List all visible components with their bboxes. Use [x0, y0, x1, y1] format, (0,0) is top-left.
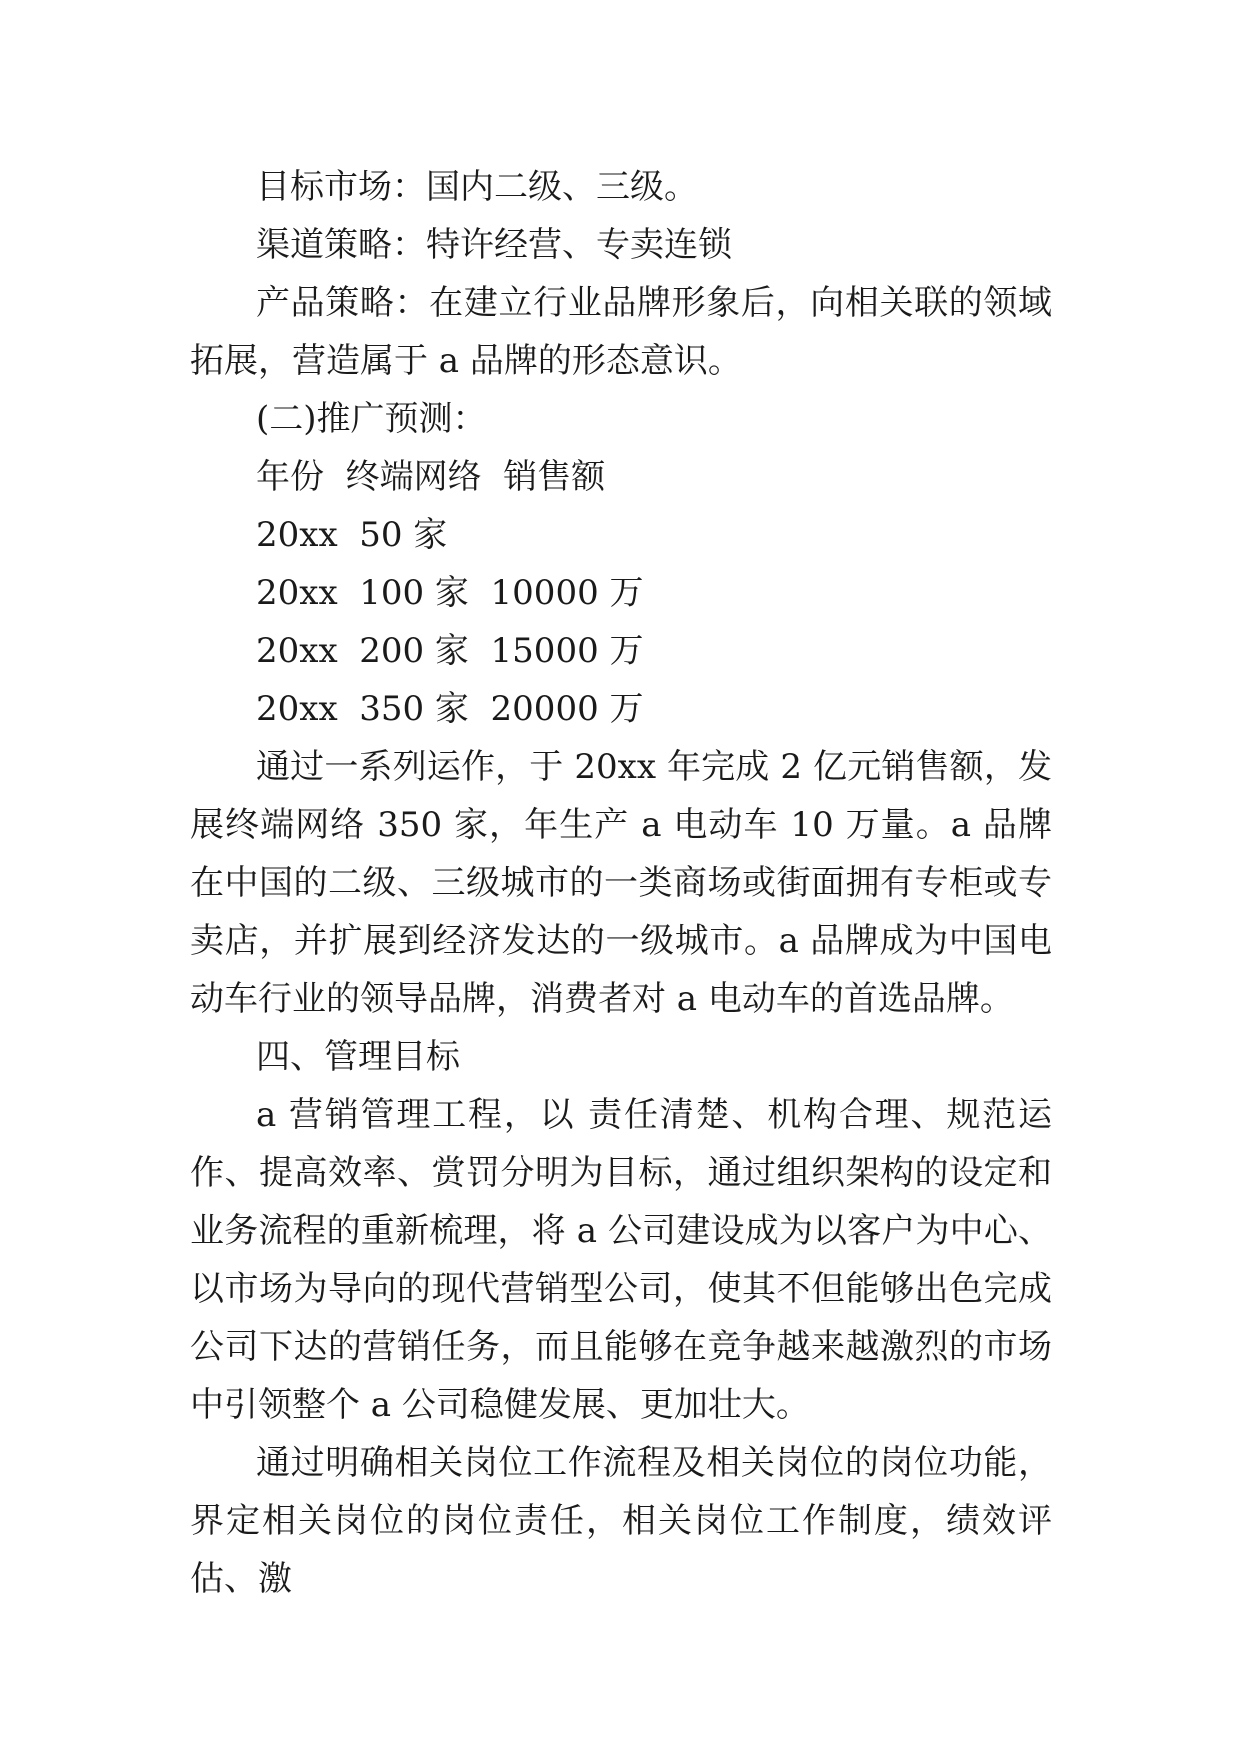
forecast-row-1: 20xx 50 家 [256, 515, 448, 555]
document-body [190, 158, 1052, 1608]
paragraph-product-strategy: 产品策略：在建立行业品牌形象后，向相关联的领域拓展，营造属于 a 品牌的形态意识。 [190, 283, 1052, 381]
forecast-header-row: 年份 终端网络 销售额 [256, 457, 606, 497]
paragraph-channel-strategy: 渠道策略：特许经营、专卖连锁 [256, 225, 732, 265]
paragraph-management-engineering: a 营销管理工程，以 责任清楚、机构合理、规范运作、提高效率、赏罚分明为目标，通过组织架构的设定和业务流程的重新梳理，将 a 公司建设成为以客户为中心、以市场为导向的现代营销型公司，使其不但能够出色完成公司下达的营销任务，而且能够在竞争越来越激烈的市场中引领整个 a 公司稳健发展、更加壮大。 [190, 1095, 1052, 1425]
section-heading-promotion-forecast: (二)推广预测： [256, 399, 487, 439]
paragraph-target-market: 目标市场：国内二级、三级。 [256, 167, 698, 207]
paragraph-position-responsibility: 通过明确相关岗位工作流程及相关岗位的岗位功能，界定相关岗位的岗位责任，相关岗位工作制度，绩效评估、激 [190, 1443, 1052, 1599]
paragraph-forecast-summary: 通过一系列运作，于 20xx 年完成 2 亿元销售额，发展终端网络 350 家，年生产 a 电动车 10 万量。a 品牌在中国的二级、三级城市的一类商场或街面拥有专柜或专卖店，并扩展到经济发达的一级城市。a 品牌成为中国电动车行业的领导品牌，消费者对 a 电动车的首选品牌。 [190, 747, 1052, 1019]
forecast-row-2: 20xx 100 家 10000 万 [256, 573, 644, 613]
forecast-row-3: 20xx 200 家 15000 万 [256, 631, 644, 671]
forecast-row-4: 20xx 350 家 20000 万 [256, 689, 644, 729]
section-heading-management-goals: 四、管理目标 [256, 1037, 460, 1077]
